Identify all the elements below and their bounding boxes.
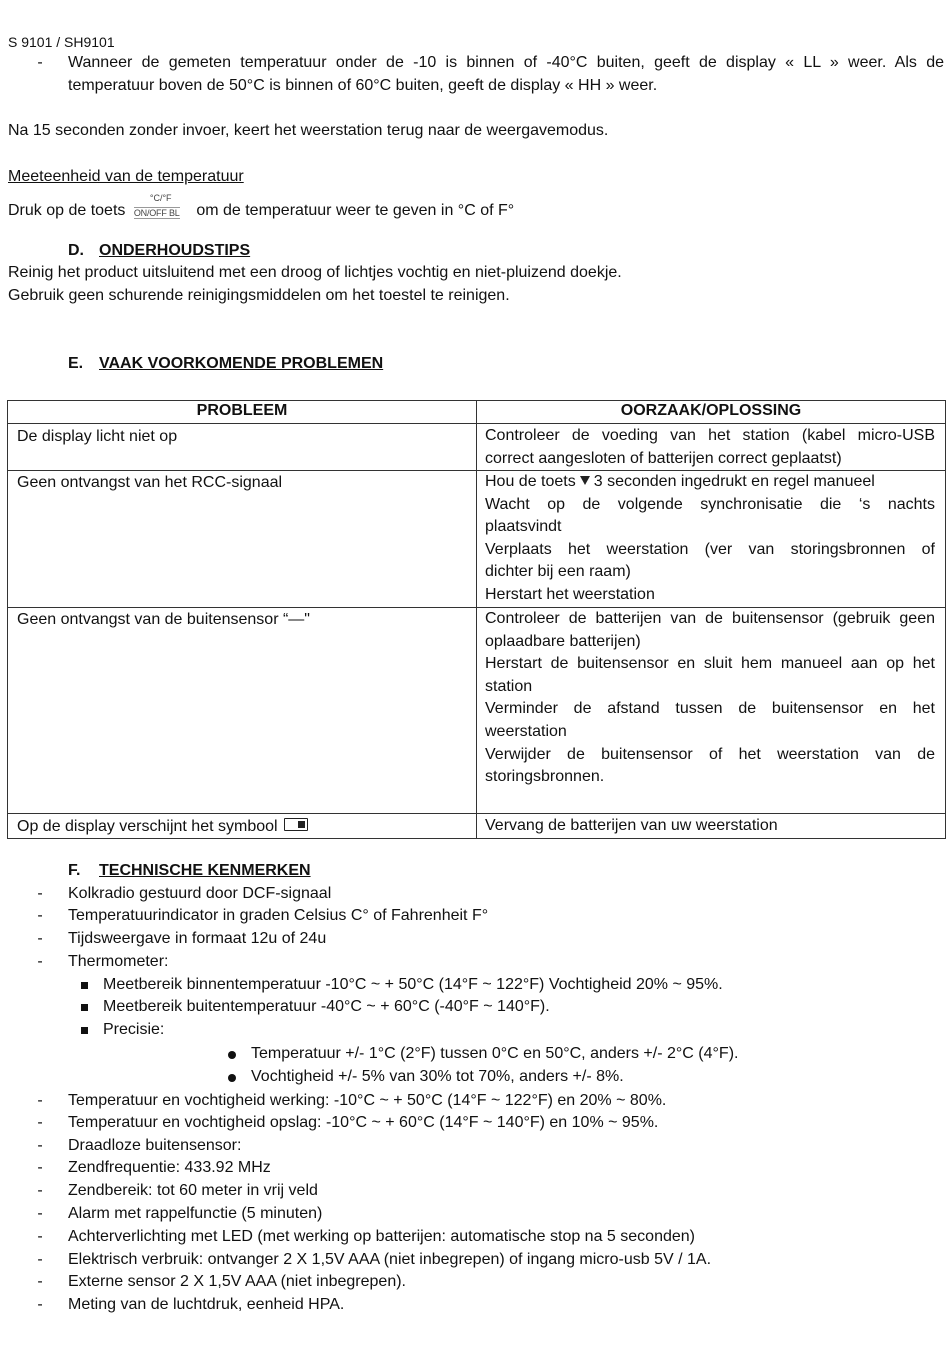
solution-line: Controleer de voeding van het station (kabel micro-USB xyxy=(485,427,935,444)
section-f-letter: F. xyxy=(68,862,81,879)
down-arrow-key-icon xyxy=(580,476,590,485)
square-bullet xyxy=(81,1004,88,1011)
problem-cell xyxy=(17,815,308,838)
bullet-dash: - xyxy=(37,1251,43,1268)
solution-line: Verminder de afstand tussen de buitensensor en het xyxy=(485,700,935,718)
bullet-dash: - xyxy=(37,1228,43,1245)
solution-line: weerstation xyxy=(485,722,567,740)
timeout-text: Na 15 seconden zonder invoer, keert het weerstation terug naar de weergavemodus. xyxy=(8,122,609,139)
maintenance-line-1: Reinig het product uitsluitend met een droog of lichtjes vochtig en niet-pluizend doekje. xyxy=(8,264,622,281)
solution-line: plaatsvindt xyxy=(485,518,562,536)
spec-item: Tijdsweergave in formaat 12u of 24u xyxy=(68,930,327,947)
solution-line xyxy=(485,471,935,494)
problem-cell: Geen ontvangst van het RCC-signaal xyxy=(17,474,283,491)
bullet-dash: - xyxy=(37,1159,43,1176)
solution-line: Herstart het weerstation xyxy=(485,585,655,603)
unit-heading: Meeteenheid van de temperatuur xyxy=(8,168,244,185)
spec-item: Zendbereik: tot 60 meter in vrij veld xyxy=(68,1182,318,1199)
spec-item: Meting van de luchtdruk, eenheid HPA. xyxy=(68,1296,345,1313)
solution-line: Controleer de batterijen van de buitensensor (gebruik geen xyxy=(485,610,935,627)
spec-item: Alarm met rappelfunctie (5 minuten) xyxy=(68,1205,323,1222)
unit-text-after: om de temperatuur weer te geven in °C of F° xyxy=(196,202,515,219)
section-e-letter: E. xyxy=(68,355,84,372)
section-d-title: ONDERHOUDSTIPS xyxy=(99,242,251,259)
spec-item: Externe sensor 2 X 1,5V AAA (niet inbegrepen). xyxy=(68,1273,406,1290)
solution-line: dichter bij een raam) xyxy=(485,563,631,581)
solution-line: Vervang de batterijen van uw weerstation xyxy=(485,817,778,834)
bullet-dash: - xyxy=(37,1092,43,1109)
spec-item: Elektrisch verbruik: ontvanger 2 X 1,5V AAA (niet inbegrepen) of ingang micro-usb 5V / 1A. xyxy=(68,1251,712,1268)
solution-line: Verwijder de buitensensor of het weerstation van de xyxy=(485,745,935,763)
solution-text: Hou de toets xyxy=(485,473,576,490)
solution-cell xyxy=(485,815,935,838)
row-divider xyxy=(8,813,945,814)
spec-item: Draadloze buitensensor: xyxy=(68,1137,242,1154)
solution-line: station xyxy=(485,677,533,695)
bullet-dash: - xyxy=(37,1114,43,1131)
battery-icon xyxy=(284,818,308,831)
bullet-dash: - xyxy=(37,1205,43,1222)
spec-sub-item: Meetbereik buitentemperatuur -40°C ~ + 60°C (-40°F ~ 140°F). xyxy=(103,998,550,1015)
bullet-dash: - xyxy=(37,907,43,924)
section-e-title: VAAK VOORKOMENDE PROBLEMEN xyxy=(99,355,384,372)
unit-instruction xyxy=(8,193,515,221)
bullet-dash: - xyxy=(37,1296,43,1313)
bullet-dash: - xyxy=(37,54,43,71)
round-bullet xyxy=(228,1074,236,1082)
bullet-dash: - xyxy=(37,930,43,947)
precision-item: Vochtigheid +/- 5% van 30% tot 70%, anders +/- 8%. xyxy=(251,1068,624,1085)
bullet-dash: - xyxy=(37,1273,43,1290)
problem-text: Op de display verschijnt het symbool xyxy=(17,818,278,835)
range-warning-line-2: temperatuur boven de 50°C is binnen of 60°C buiten, geeft de display « HH » weer. xyxy=(68,77,658,94)
solution-line: Verplaats het weerstation (ver van storingsbronnen of xyxy=(485,540,935,558)
key-label-top: °C/°F xyxy=(149,193,172,203)
key-label-bottom: ON/OFF BL xyxy=(133,208,180,218)
spec-item: Temperatuur en vochtigheid opslag: -10°C ~ + 60°C (14°F ~ 140°F) en 10% ~ 95%. xyxy=(68,1114,659,1131)
unit-text-before: Druk op de toets xyxy=(8,202,126,219)
solution-cell xyxy=(485,425,935,470)
square-bullet xyxy=(81,1027,88,1034)
section-d-letter: D. xyxy=(68,242,84,259)
temperature-unit-key-icon xyxy=(133,193,186,221)
solution-line: storingsbronnen. xyxy=(485,768,605,786)
spec-sub-item: Meetbereik binnentemperatuur -10°C ~ + 50°C (14°F ~ 122°F) Vochtigheid 20% ~ 95%. xyxy=(103,976,723,993)
spec-item: Zendfrequentie: 433.92 MHz xyxy=(68,1159,271,1176)
solution-line: Wacht op de volgende synchronisatie die ‘s nachts xyxy=(485,495,935,513)
solution-line: Herstart de buitensensor en sluit hem manueel aan op het xyxy=(485,655,935,673)
troubleshooting-table xyxy=(7,400,946,839)
solution-line: oplaadbare batterijen) xyxy=(485,632,641,650)
bullet-dash: - xyxy=(37,953,43,970)
solution-cell xyxy=(485,471,935,607)
header-solution: OORZAAK/OPLOSSING xyxy=(620,402,802,419)
spec-item: Achterverlichting met LED (met werking op batterijen: automatische stop na 5 seconden) xyxy=(68,1228,695,1245)
precision-item: Temperatuur +/- 1°C (2°F) tussen 0°C en 50°C, anders +/- 2°C (4°F). xyxy=(251,1045,739,1062)
problem-cell: De display licht niet op xyxy=(17,428,178,445)
section-f-title: TECHNISCHE KENMERKEN xyxy=(99,862,311,879)
column-divider xyxy=(476,401,477,838)
document-id: S 9101 / SH9101 xyxy=(8,34,115,50)
solution-text: 3 seconden ingedrukt en regel manueel xyxy=(593,473,875,490)
row-divider xyxy=(8,423,945,424)
spec-item: Temperatuurindicator in graden Celsius C° of Fahrenheit F° xyxy=(68,907,489,924)
spec-item: Thermometer: xyxy=(68,953,169,970)
bullet-dash: - xyxy=(37,1137,43,1154)
square-bullet xyxy=(81,982,88,989)
spec-item: Kolkradio gestuurd door DCF-signaal xyxy=(68,885,332,902)
maintenance-line-2: Gebruik geen schurende reinigingsmiddelen om het toestel te reinigen. xyxy=(8,287,510,304)
solution-cell xyxy=(485,608,935,789)
bullet-dash: - xyxy=(37,885,43,902)
range-warning-line-1: Wanneer de gemeten temperatuur onder de -10 is binnen of -40°C buiten, geeft de display « LL » weer. Als de xyxy=(68,54,944,71)
spec-item: Temperatuur en vochtigheid werking: -10°C ~ + 50°C (14°F ~ 122°F) en 20% ~ 80%. xyxy=(68,1092,667,1109)
solution-line: correct aangesloten of batterijen correct geplaatst) xyxy=(485,449,842,467)
spec-sub-item: Precisie: xyxy=(103,1021,165,1038)
round-bullet xyxy=(228,1051,236,1059)
header-problem: PROBLEEM xyxy=(196,402,288,419)
bullet-dash: - xyxy=(37,1182,43,1199)
problem-cell: Geen ontvangst van de buitensensor “—" xyxy=(17,611,310,628)
